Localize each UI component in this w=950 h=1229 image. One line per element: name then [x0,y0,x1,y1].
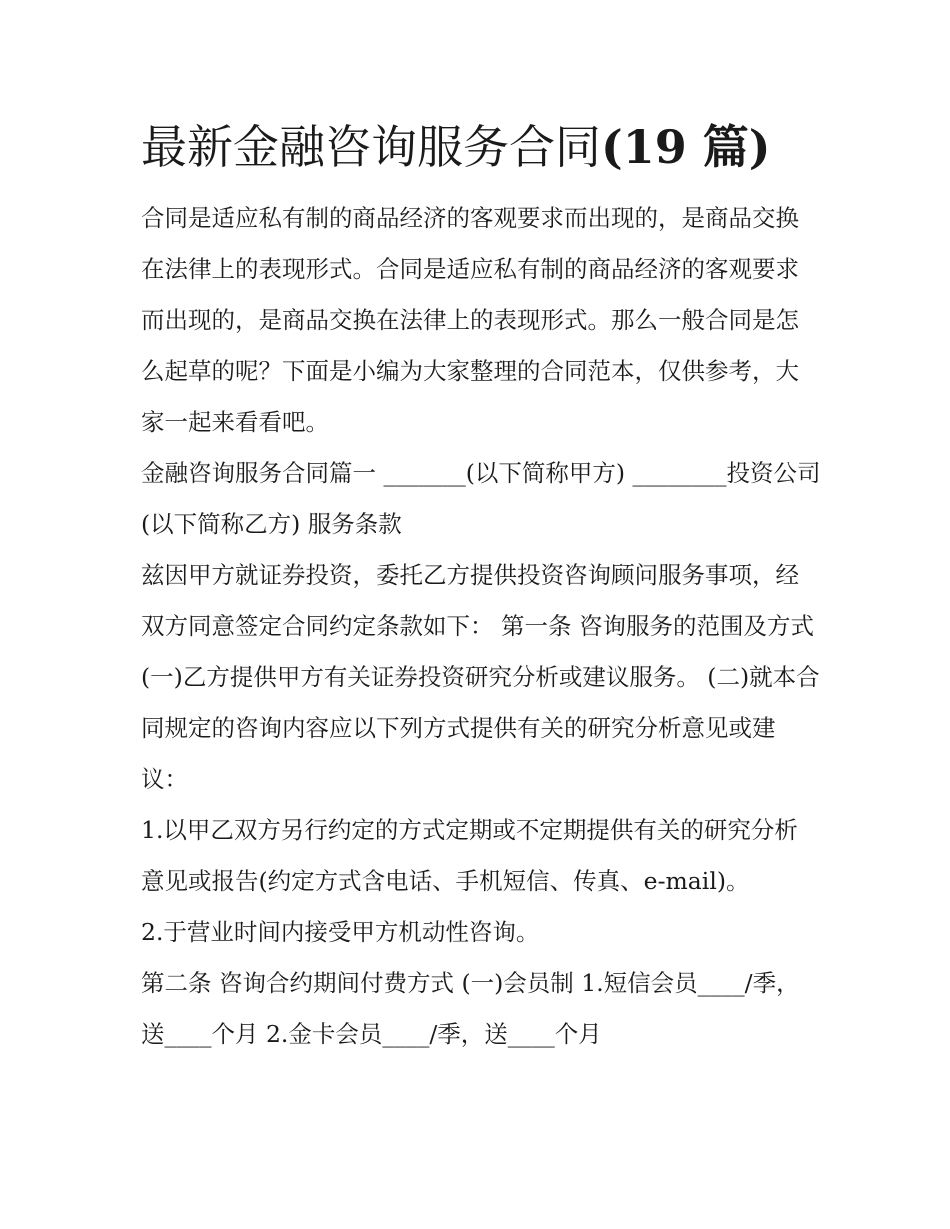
title-main: 最新金融咨询服务合同 [141,120,601,174]
intro-paragraph: 合同是适应私有制的商品经济的客观要求而出现的，是商品交换在法律上的表现形式。合同是适应私有制的商品经济的客观要求而出现的，是商品交换在法律上的表现形式。那么一般合同是怎么起草的呢？下面是小编为大家整理的合同范本，仅供参考，大家一起来看看吧。 [141,204,799,436]
contract-heading-paragraph: 金融咨询服务合同篇一 _______(以下简称甲方) ________投资公司(以下简称乙方) 服务条款 [141,459,821,538]
payment-clause-paragraph: 第二条 咨询合约期间付费方式 (一)会员制 1.短信会员____/季，送____个月 2.金卡会员____/季，送____个月 [141,969,800,1048]
document-page [141,112,821,1060]
title-suffix: (19 篇) [601,120,771,174]
document-body [141,193,821,1060]
clause-item-2: 2.于营业时间内接受甲方机动性咨询。 [141,918,540,946]
document-title [141,112,821,182]
entrustment-paragraph: 兹因甲方就证券投资，委托乙方提供投资咨询顾问服务事项，经双方同意签定合同约定条款如下： 第一条 咨询服务的范围及方式 [141,561,814,640]
service-scope-paragraph: (一)乙方提供甲方有关证券投资研究分析或建议服务。 (二)就本合同规定的咨询内容应以下列方式提供有关的研究分析意见或建议： [141,663,820,793]
clause-item-1: 1.以甲乙双方另行约定的方式定期或不定期提供有关的研究分析意见或报告(约定方式含电话、手机短信、传真、e-mail)。 [141,816,798,895]
